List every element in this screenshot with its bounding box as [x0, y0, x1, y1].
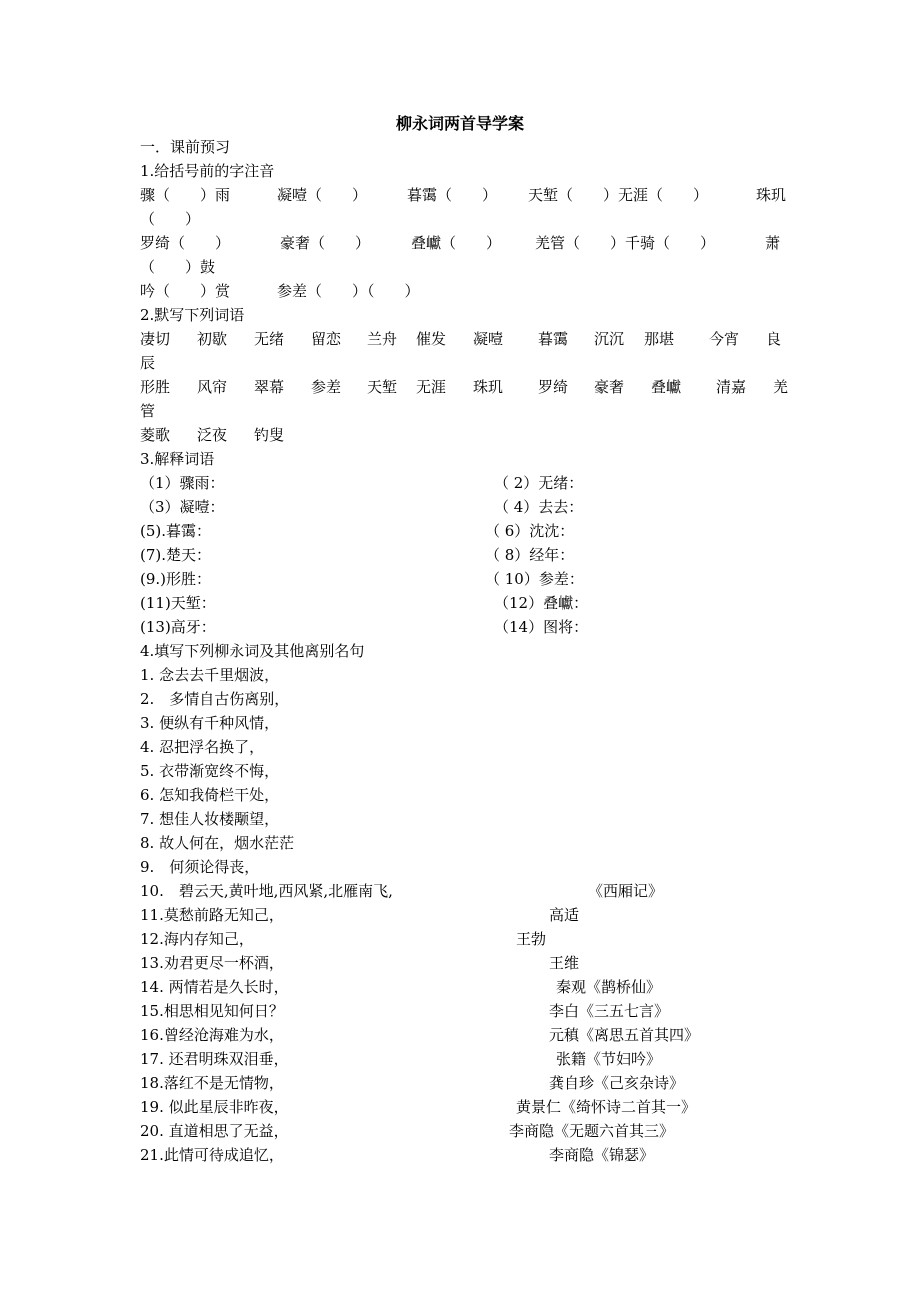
- word-item: 良: [766, 330, 782, 348]
- word-item: 清嘉: [716, 378, 747, 396]
- definition-item: （ 4）去去：: [494, 498, 584, 516]
- definition-item: (5).暮霭：: [140, 522, 212, 540]
- quote-item: 13.劝君更尽一杯酒，: [140, 954, 284, 972]
- word-item: 管: [140, 402, 156, 420]
- word-item: 辰: [140, 354, 156, 372]
- pinyin-item: 参差（ ）（ ）: [277, 282, 420, 300]
- word-item: 豪奢: [594, 378, 625, 396]
- word-item: 无涯: [416, 378, 447, 396]
- definition-item: （ 10）参差：: [485, 570, 584, 588]
- quote-item: 21.此情可待成追忆，: [140, 1146, 284, 1164]
- quote-item: 6. 怎知我倚栏干处，: [140, 786, 280, 804]
- quote-item: 8. 故人何在，烟水茫茫: [140, 834, 295, 852]
- word-item: 那堪: [644, 330, 675, 348]
- word-item: 初歇: [197, 330, 228, 348]
- word-item: 兰舟: [367, 330, 398, 348]
- definition-item: （3）凝噎：: [140, 498, 225, 516]
- pinyin-item: 珠玑: [756, 186, 787, 204]
- word-item: 参差: [311, 378, 342, 396]
- word-item: 凝噎: [473, 330, 504, 348]
- pinyin-item: 骤（ ）雨: [140, 186, 231, 204]
- quote-source: 高适: [549, 906, 580, 924]
- quote-item: 17. 还君明珠双泪垂，: [140, 1050, 289, 1068]
- quote-source: 李白《三五七言》: [549, 1002, 670, 1020]
- quote-item: 15.相思相见知何日？: [140, 1002, 284, 1020]
- definition-item: (7).楚天：: [140, 546, 212, 564]
- word-item: 留恋: [311, 330, 342, 348]
- pinyin-item: （ ）鼓: [140, 258, 216, 276]
- quote-item: 20. 直道相思了无益，: [140, 1122, 289, 1140]
- quote-source: 王维: [549, 954, 580, 972]
- definition-item: (11)天堑：: [140, 594, 216, 612]
- quote-source: 黄景仁《绮怀诗二首其一》: [516, 1098, 697, 1116]
- quote-item: 14. 两情若是久长时，: [140, 978, 289, 996]
- word-item: 天堑: [367, 378, 398, 396]
- word-item: 羌: [773, 378, 789, 396]
- word-item: 暮霭: [538, 330, 569, 348]
- q4-heading: 4.填写下列柳永词及其他离别名句: [140, 642, 365, 660]
- pinyin-item: 豪奢（ ）: [280, 234, 371, 252]
- word-item: 珠玑: [473, 378, 504, 396]
- q1-heading: 1.给括号前的字注音: [140, 162, 275, 180]
- word-item: 风帘: [197, 378, 228, 396]
- definition-item: （ 2）无绪：: [494, 474, 584, 492]
- pinyin-item: 羌管（ ）千骑（ ）: [535, 234, 716, 252]
- quote-item: 16.曾经沧海难为水，: [140, 1026, 284, 1044]
- quote-item: 11.莫愁前路无知己，: [140, 906, 284, 924]
- definition-item: （ 8）经年：: [485, 546, 575, 564]
- quote-item: 9. 何须论得丧，: [140, 858, 260, 876]
- quote-item: 4. 忍把浮名换了，: [140, 738, 265, 756]
- pinyin-item: 萧: [765, 234, 781, 252]
- pinyin-item: 罗绮（ ）: [140, 234, 231, 252]
- quote-source: 《西厢记》: [588, 882, 664, 900]
- quote-source: 李商隐《无题六首其三》: [509, 1122, 675, 1140]
- quote-item: 2. 多情自古伤离别，: [140, 690, 290, 708]
- word-item: 叠巘: [651, 378, 682, 396]
- word-item: 形胜: [140, 378, 171, 396]
- word-item: 无绪: [254, 330, 285, 348]
- word-item: 催发: [416, 330, 447, 348]
- word-item: 罗绮: [538, 378, 569, 396]
- pinyin-item: 暮霭（ ）: [407, 186, 498, 204]
- quote-item: 7. 想佳人妆楼颙望，: [140, 810, 280, 828]
- quote-item: 10. 碧云天,黄叶地,西风紧,北雁南飞,: [140, 882, 393, 900]
- definition-item: （ 6）沈沈：: [485, 522, 575, 540]
- pinyin-item: 天堑（ ）无涯（ ）: [528, 186, 709, 204]
- quote-source: 元稹《离思五首其四》: [549, 1026, 700, 1044]
- definition-item: (9.)形胜：: [140, 570, 212, 588]
- definition-item: （14）图将：: [494, 618, 589, 636]
- quote-item: 12.海内存知己，: [140, 930, 254, 948]
- page-title: 柳永词两首导学案: [395, 114, 524, 133]
- definition-item: （1）骤雨：: [140, 474, 225, 492]
- definition-item: （12）叠巘：: [494, 594, 589, 612]
- word-item: 泛夜: [197, 426, 228, 444]
- q2-heading: 2.默写下列词语: [140, 306, 245, 324]
- quote-item: 5. 衣带渐宽终不悔，: [140, 762, 280, 780]
- quote-item: 3. 便纵有千种风情，: [140, 714, 280, 732]
- section-heading: 一．课前预习: [140, 138, 231, 156]
- quote-source: 龚自珍《己亥杂诗》: [549, 1074, 685, 1092]
- pinyin-item: 吟（ ）赏: [140, 282, 231, 300]
- word-item: 沉沉: [594, 330, 625, 348]
- pinyin-item: （ ）: [140, 210, 201, 228]
- quote-item: 1. 念去去千里烟波，: [140, 666, 280, 684]
- quote-source: 秦观《鹊桥仙》: [556, 978, 662, 996]
- quote-source: 王勃: [516, 930, 547, 948]
- q3-heading: 3.解释词语: [140, 450, 215, 468]
- quote-source: 张籍《节妇吟》: [556, 1050, 662, 1068]
- pinyin-item: 凝噎（ ）: [277, 186, 368, 204]
- quote-item: 19. 似此星辰非昨夜，: [140, 1098, 289, 1116]
- word-item: 凄切: [140, 330, 171, 348]
- quote-item: 18.落红不是无情物，: [140, 1074, 284, 1092]
- quote-source: 李商隐《锦瑟》: [549, 1146, 655, 1164]
- word-item: 菱歌: [140, 426, 171, 444]
- word-item: 翠幕: [254, 378, 285, 396]
- pinyin-item: 叠巘（ ）: [411, 234, 502, 252]
- definition-item: (13)高牙：: [140, 618, 216, 636]
- word-item: 钓叟: [254, 426, 285, 444]
- word-item: 今宵: [709, 330, 740, 348]
